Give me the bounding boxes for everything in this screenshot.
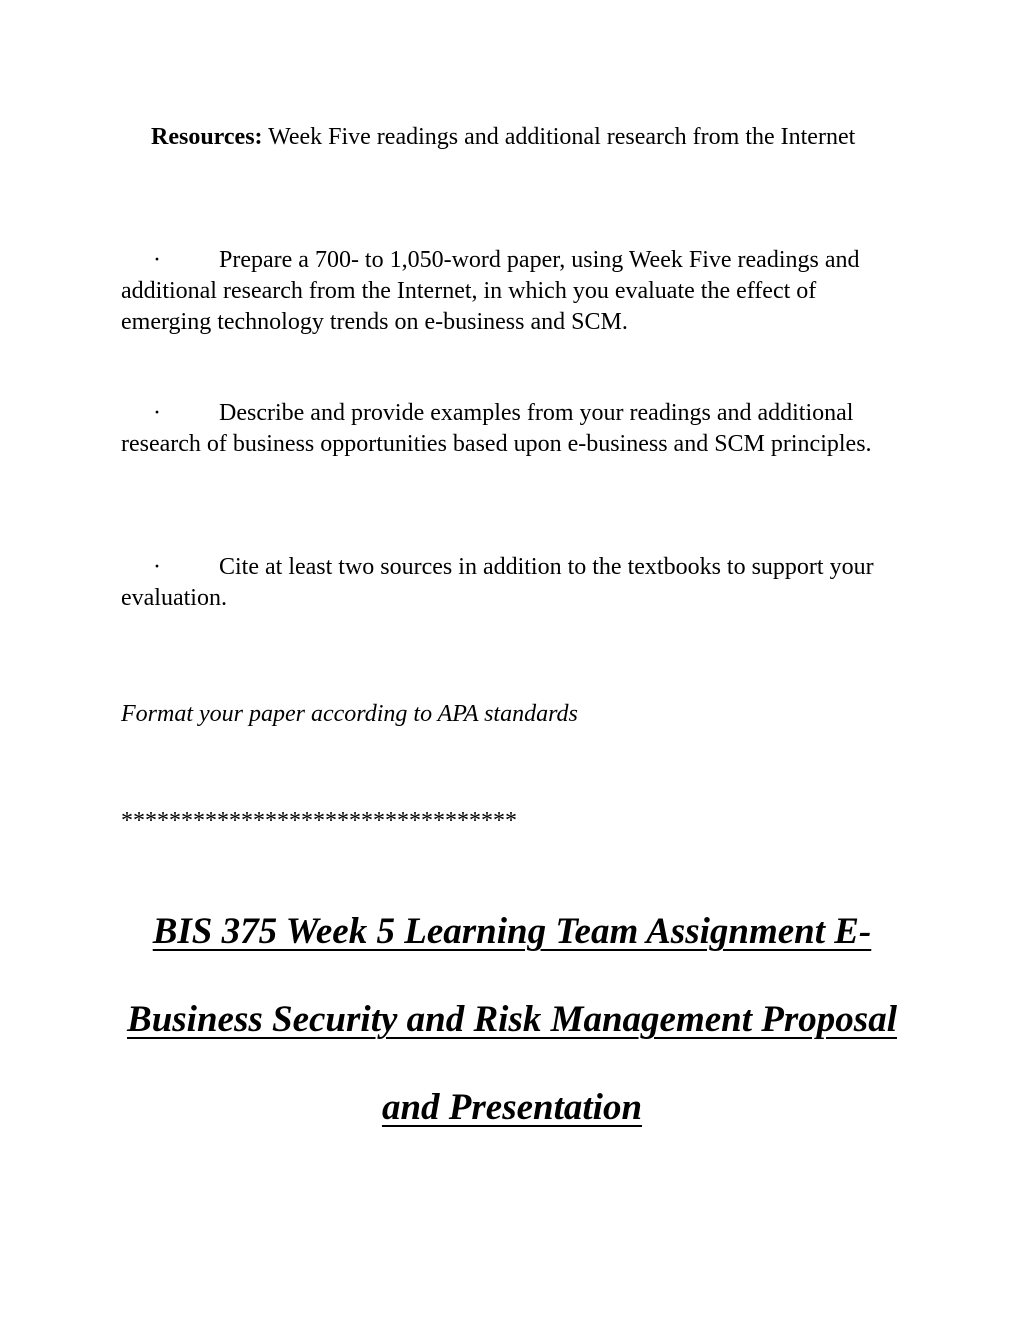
bullet-item-cite (121, 552, 911, 614)
bullet-item-paper (121, 245, 911, 338)
bullet-dot-icon: · (153, 400, 161, 426)
title-line-2 (100, 976, 924, 1064)
resources-text: Week Five readings and additional research from the Internet (262, 124, 856, 150)
bullet-text: Describe and provide examples from your readings and additional research of business opportunities based upon e-business and SCM principles. (121, 400, 872, 457)
title-line-3 (100, 1064, 924, 1152)
resources-paragraph (121, 122, 911, 153)
bullet-dot-icon: · (153, 247, 161, 273)
resources-label: Resources: (151, 124, 263, 150)
bullet-item-describe (121, 398, 911, 460)
separator-asterisks: ********************************* (121, 808, 517, 834)
format-note: Format your paper according to APA standards (121, 701, 578, 727)
assignment-title (100, 888, 924, 1152)
bullet-dot-icon: · (153, 554, 161, 580)
title-line-1 (100, 888, 924, 976)
bullet-text: Cite at least two sources in addition to the textbooks to support your evaluation. (121, 554, 874, 611)
title-line-3-text: and Presentation (381, 1087, 643, 1128)
title-line-2-text: Business Security and Risk Management Proposal (127, 999, 897, 1040)
title-line-1-text: BIS 375 Week 5 Learning Team Assignment E- (152, 911, 872, 952)
bullet-text: Prepare a 700- to 1,050-word paper, using Week Five readings and additional research from the Internet, in which you evaluate the effect of emerging technology trends on e-business and SCM. (121, 247, 860, 335)
